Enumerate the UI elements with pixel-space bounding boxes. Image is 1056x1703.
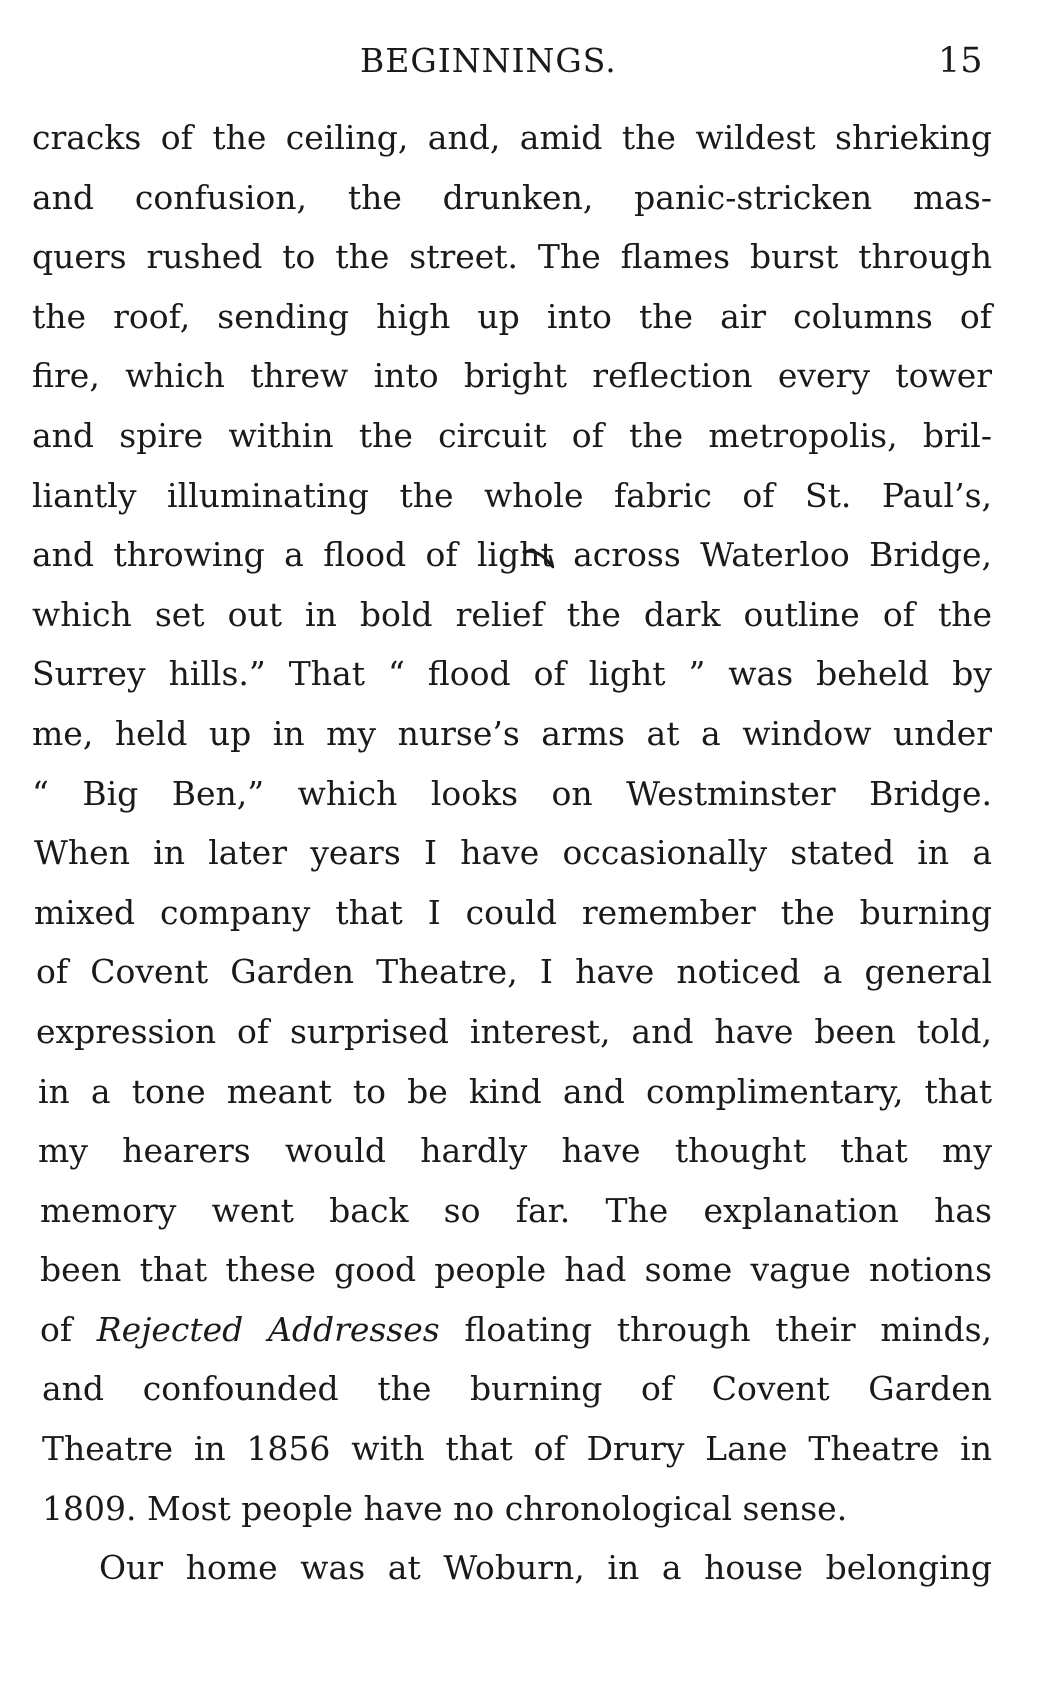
text-line-19: memory went back so far. The explanation has (40, 1190, 992, 1230)
text-line-20: been that these good people had some vague notions (40, 1250, 992, 1290)
text-line-11: me, held up in my nurse’s arms at a window under (32, 713, 992, 753)
text-line-3: quers rushed to the street. The flames burst through (32, 237, 992, 277)
text-line-25: Our home was at Woburn, in a house belonging (99, 1548, 992, 1588)
text-line-8: and throwing a flood of light across Waterloo Bridge, (32, 535, 992, 575)
text-line-2: and confusion, the drunken, panic-stricken mas- (32, 177, 992, 217)
text-line-7: liantly illuminating the whole fabric of St. Paul’s, (32, 475, 992, 515)
text-line-18: my hearers would hardly have thought that my (38, 1131, 992, 1171)
text-line-12: “ Big Ben,” which looks on Westminster Bridge. (32, 773, 992, 813)
text-line-21 (40, 1300, 992, 1360)
text-line-22: and confounded the burning of Covent Garden (42, 1369, 992, 1409)
text-line-24: 1809. Most people have no chronological sense. (42, 1488, 848, 1528)
text-line-21-suffix: floating through their minds, (439, 1309, 992, 1349)
text-line-10: Surrey hills.” That “ flood of light ” was beheld by (32, 654, 992, 694)
book-title-italic: Rejected Addresses (96, 1309, 440, 1349)
text-line-21-prefix: of (40, 1309, 97, 1349)
text-line-17: in a tone meant to be kind and complimentary, that (38, 1071, 992, 1111)
text-line-13: When in later years I have occasionally stated in a (34, 833, 992, 873)
text-line-5: fire, which threw into bright reflection every tower (32, 356, 992, 396)
text-line-6: and spire within the circuit of the metropolis, bril- (32, 415, 992, 455)
text-line-4: the roof, sending high up into the air columns of (32, 296, 992, 336)
text-line-1: cracks of the ceiling, and, amid the wildest shrieking (32, 118, 992, 157)
page-header (0, 38, 1056, 84)
running-head: BEGINNINGS. (360, 41, 617, 80)
text-line-23: Theatre in 1856 with that of Drury Lane Theatre in (42, 1429, 992, 1469)
text-line-14: mixed company that I could remember the burning (34, 892, 992, 932)
caret-mark-icon (520, 546, 560, 586)
text-line-9: which set out in bold relief the dark outline of the (32, 594, 992, 634)
page-number: 15 (938, 41, 983, 81)
text-line-16: expression of surprised interest, and have been told, (36, 1011, 992, 1051)
text-line-15: of Covent Garden Theatre, I have noticed a general (36, 952, 992, 992)
body-text (32, 108, 992, 1598)
